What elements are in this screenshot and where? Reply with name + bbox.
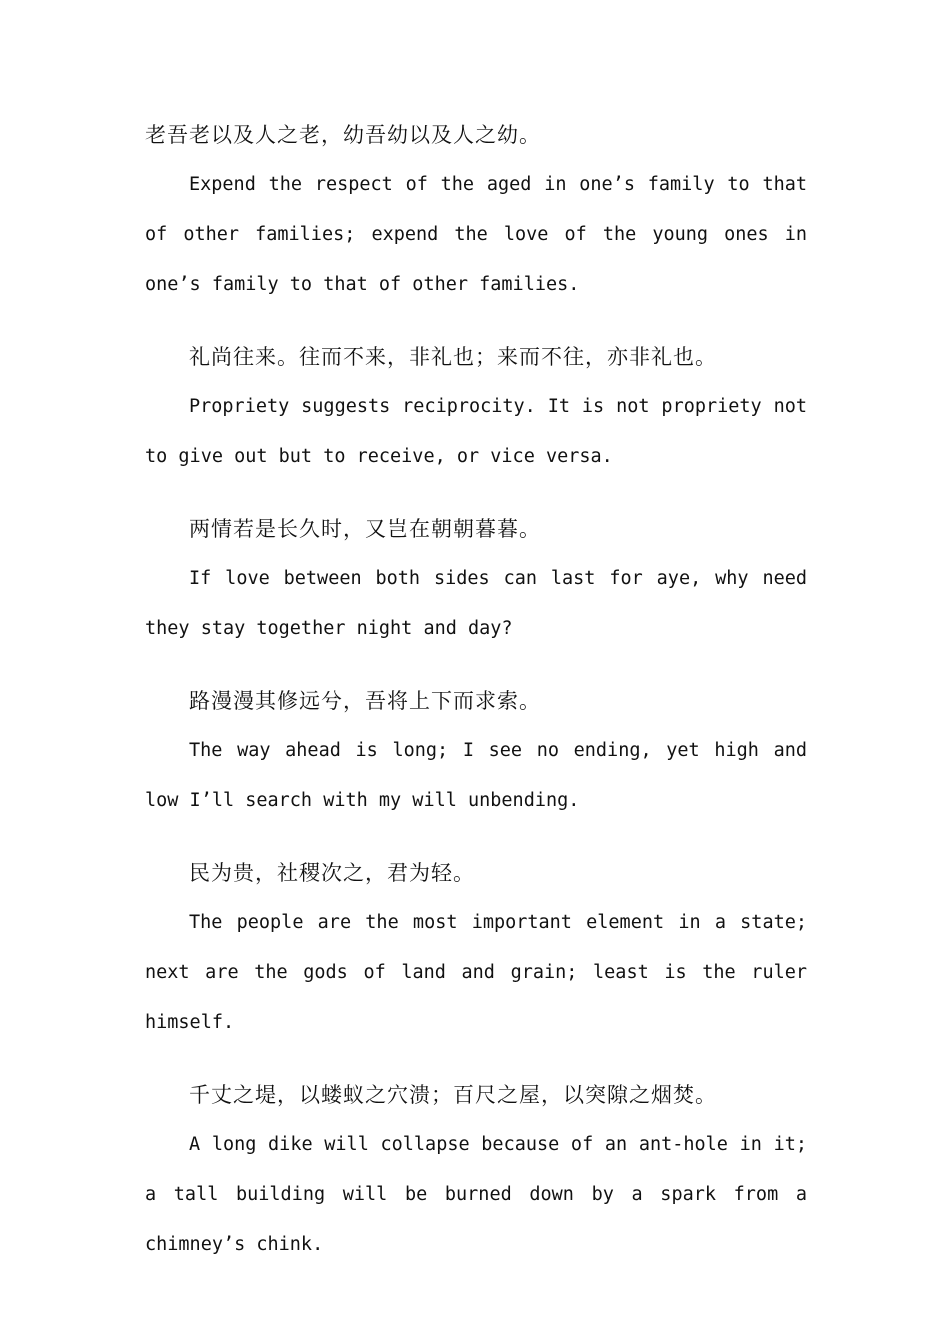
paragraph-zh-1: 老吾老以及人之老，幼吾幼以及人之幼。: [145, 123, 541, 147]
paragraph-en-5: The people are the most important element in a state; next are the gods of land and grain; least is the ruler himself.: [145, 912, 807, 1033]
paragraph-zh-5: 民为贵，社稷次之，君为轻。: [189, 861, 475, 885]
paragraph-en-2: Propriety suggests reciprocity. It is not propriety not to give out but to receive, or vice versa.: [145, 396, 807, 467]
paragraph-en-6: A long dike will collapse because of an ant-hole in it; a tall building will be burned down by a spark from a chimney’s chink.: [145, 1134, 807, 1255]
paragraph-en-3: If love between both sides can last for aye, why need they stay together night and day?: [145, 568, 807, 639]
paragraph-en-1: Expend the respect of the aged in one’s family to that of other families; expend the love of the young ones in one’s family to that of other families.: [145, 174, 807, 295]
paragraph-zh-6: 千丈之堤，以蝼蚁之穴溃；百尺之屋，以突隙之烟焚。: [189, 1083, 717, 1107]
paragraph-zh-4: 路漫漫其修远兮，吾将上下而求索。: [189, 689, 541, 713]
paragraph-zh-2: 礼尚往来。往而不来，非礼也；来而不往，亦非礼也。: [189, 345, 717, 369]
document-page: [145, 110, 807, 1270]
paragraph-zh-3: 两情若是长久时，又岂在朝朝暮暮。: [189, 517, 541, 541]
paragraph-en-4: The way ahead is long; I see no ending, yet high and low I’ll search with my will unbending.: [145, 740, 807, 811]
